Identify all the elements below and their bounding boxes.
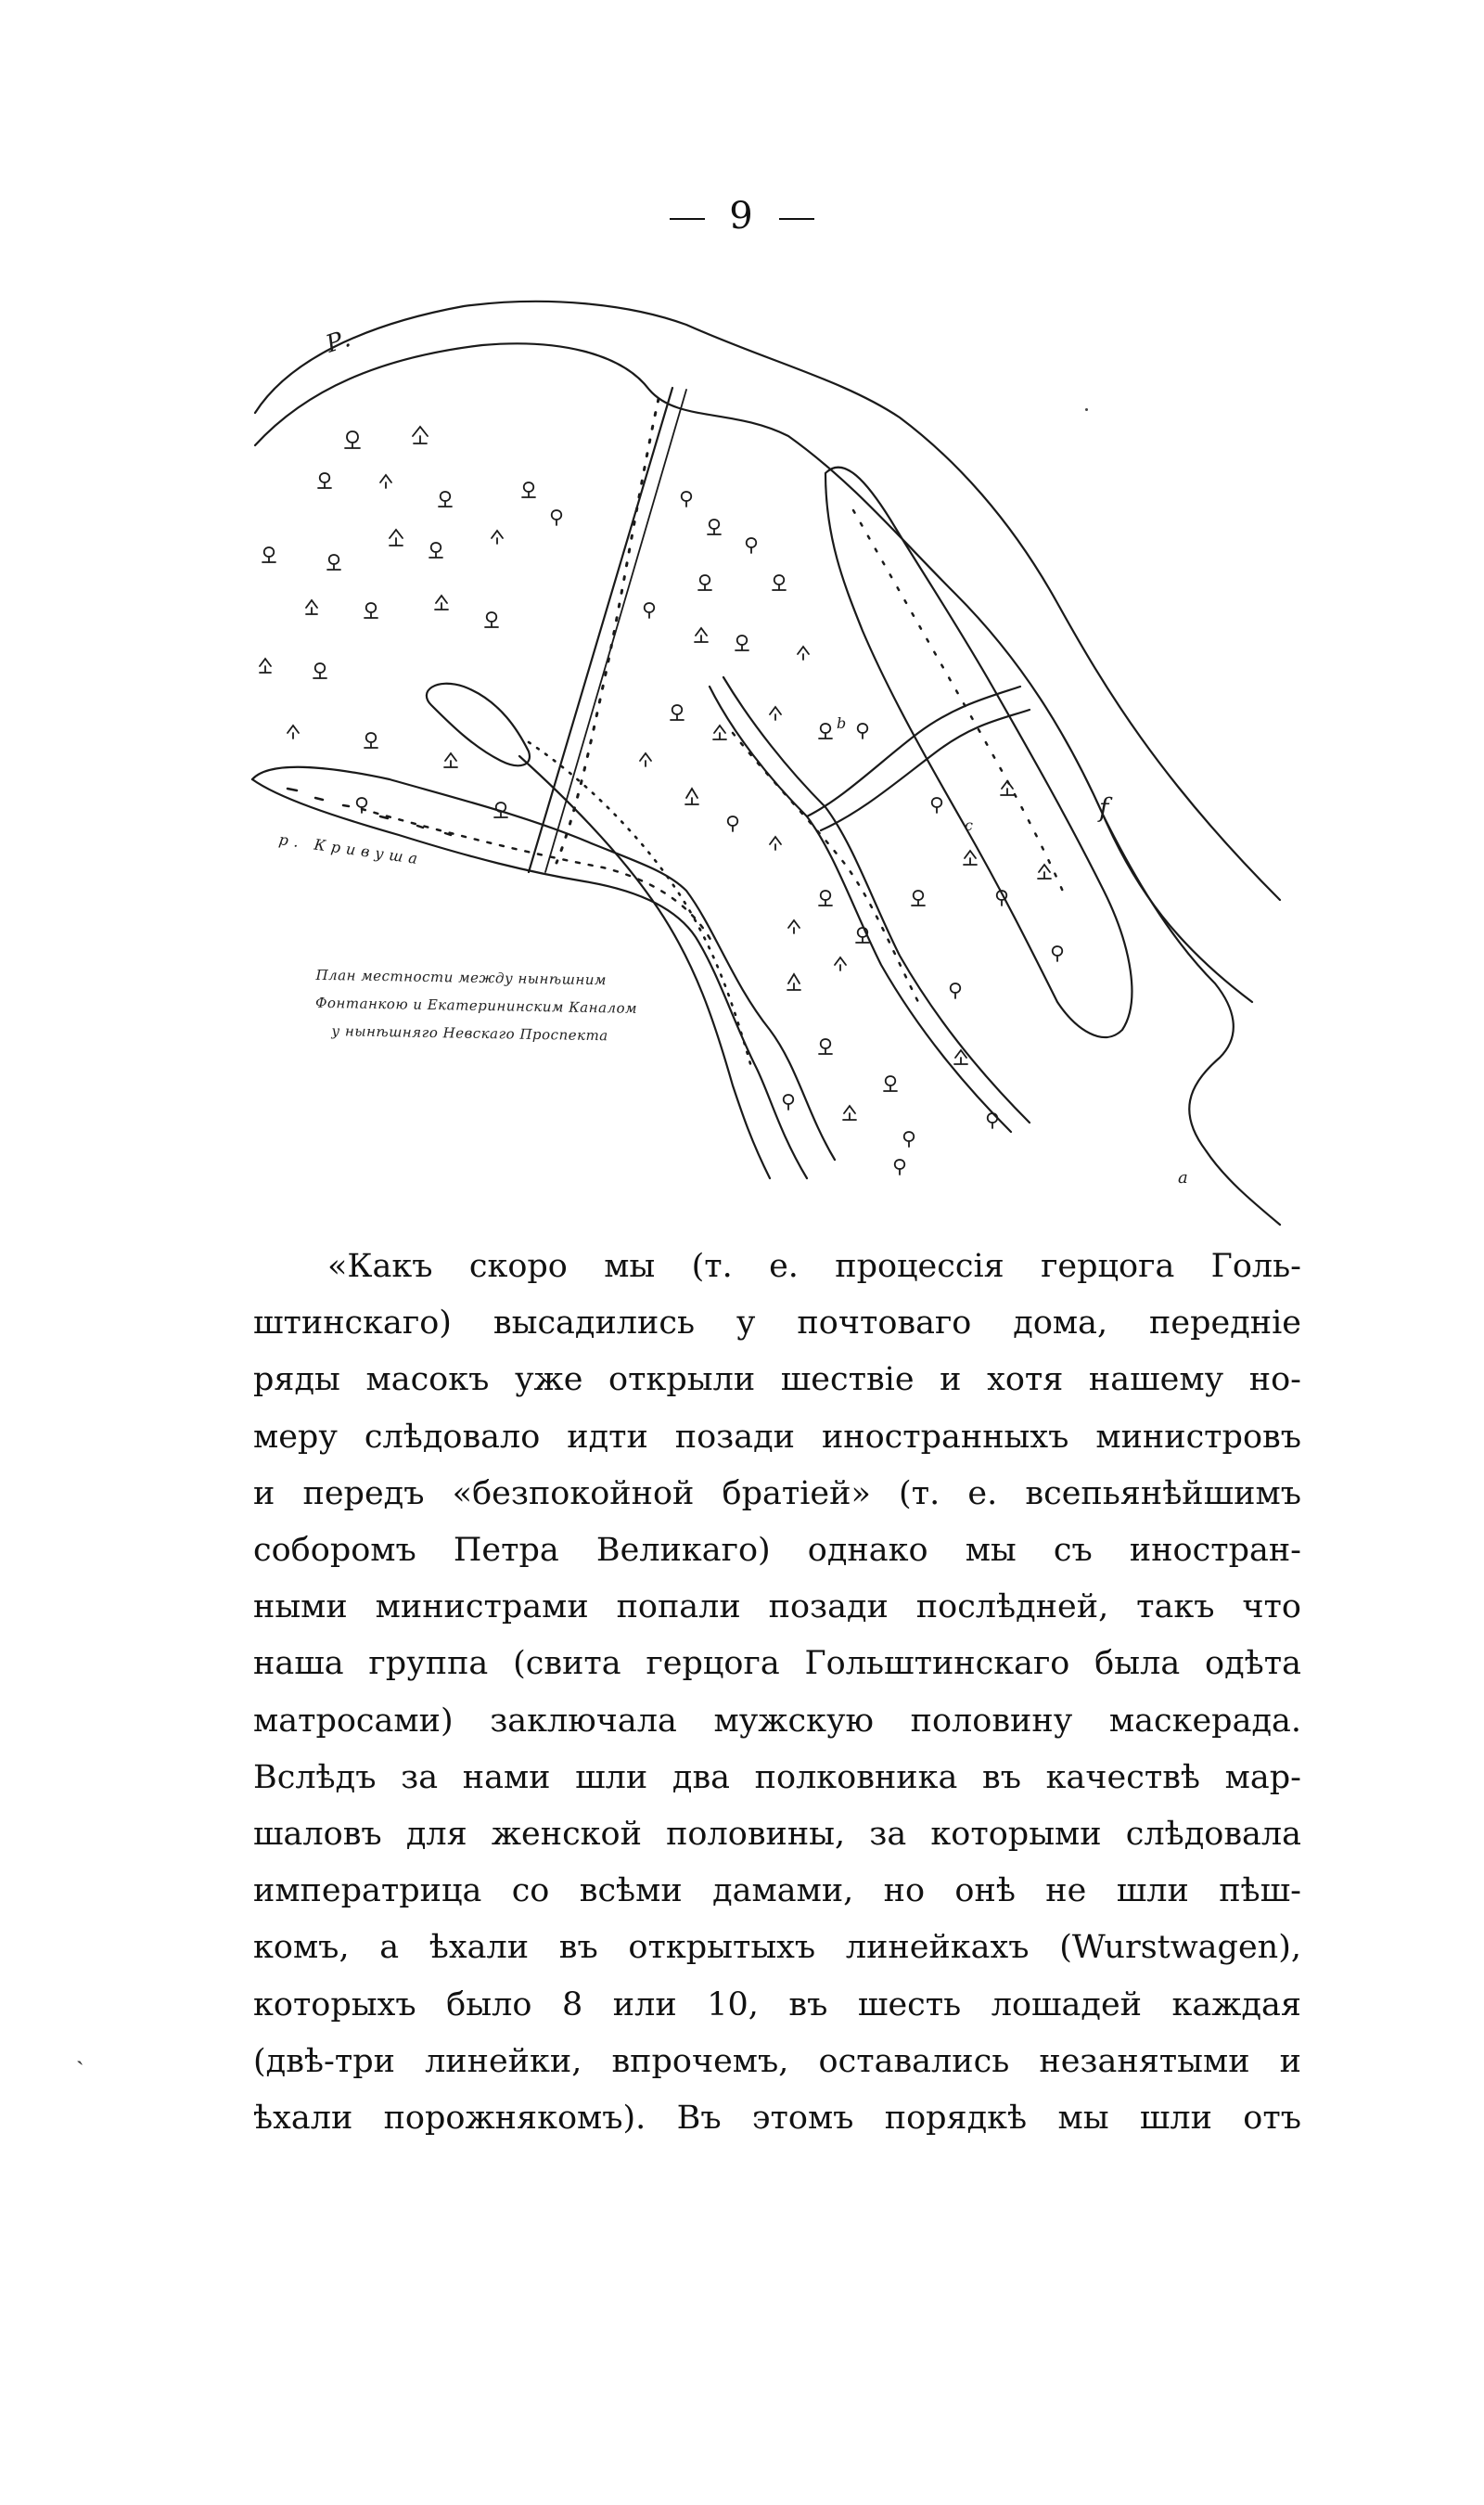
text-line: комъ, а ѣхали въ открытыхъ линейкахъ (Wurstwagen), xyxy=(253,1929,1301,1967)
text-line: ряды масокъ уже открыли шествіе и хотя нашему но- xyxy=(253,1361,1301,1399)
pond-outline xyxy=(427,684,530,765)
text-line: матросами) заключала мужскую половину маскерада. xyxy=(253,1702,1301,1740)
map-label-river-top: Р. xyxy=(322,325,354,359)
text-line: Вслѣдъ за нами шли два полковника въ качествѣ мар- xyxy=(253,1758,1301,1796)
map-label-right-river: f xyxy=(1099,792,1109,823)
map-caption-line-2: Фонтанкою и Екатерининским Каналом xyxy=(314,994,638,1017)
inner-lake-dots xyxy=(853,510,1067,900)
text-line: ными министрами попали позади послѣдней, такъ что xyxy=(253,1588,1301,1626)
river-bank-upper-outer xyxy=(255,302,1280,900)
stream-2-b xyxy=(723,677,1030,1123)
page-number-dash-left xyxy=(670,218,705,220)
map-figure xyxy=(250,297,1289,1229)
map-label-c: с xyxy=(965,816,973,834)
canal-marks xyxy=(288,789,451,835)
map-caption xyxy=(314,961,761,1052)
river-bank-upper-inner xyxy=(255,343,1252,1002)
page-number: 9 xyxy=(729,195,755,238)
text-line: ѣхали порожнякомъ). Въ этомъ порядкѣ мы шли отъ xyxy=(253,2100,1301,2138)
paper-speck xyxy=(1085,408,1088,411)
river-bank-right-lower xyxy=(1104,816,1280,1225)
map-label-b: b xyxy=(837,714,847,732)
page-number-header xyxy=(0,195,1484,238)
text-line: и передъ «безпокойной братіей» (т. е. всепьянѣйшимъ xyxy=(253,1474,1301,1512)
text-line: императрица со всѣми дамами, но онѣ не шли пѣш- xyxy=(253,1872,1301,1910)
tree-symbols xyxy=(260,427,1062,1175)
page-number-dash-right xyxy=(779,218,814,220)
inner-lake xyxy=(825,468,1132,1037)
text-line: штинскаго) высадились у почтоваго дома, переднiе xyxy=(253,1304,1301,1342)
map-label-canal-left: р. Кривуша xyxy=(277,830,425,868)
dotted-road xyxy=(556,399,659,863)
text-line: (двѣ-три линейки, впрочемъ, оставались незанятыми и xyxy=(253,2042,1301,2080)
branch-to-river xyxy=(807,687,1020,816)
body-text xyxy=(253,1239,1301,2147)
text-line: «Какъ скоро мы (т. е. процессія герцога Голь- xyxy=(327,1248,1301,1285)
text-line: меру слѣдовало идти позади иностранныхъ министровъ xyxy=(253,1418,1301,1456)
text-line: наша группа (свита герцога Гольштинскаго была одѣта xyxy=(253,1645,1301,1683)
text-line: которыхъ было 8 или 10, въ шесть лошадей каждая xyxy=(253,1985,1301,2023)
canal-dotted xyxy=(362,809,714,946)
text-line: соборомъ Петра Великаго) однако мы съ иностран- xyxy=(253,1532,1301,1570)
map-label-a: а xyxy=(1178,1168,1188,1188)
map-caption-line-3: у нынѣшняго Невскаго Проспекта xyxy=(331,1022,608,1045)
stream-2-dots xyxy=(733,733,918,1002)
text-line: шаловъ для женской половины, за которыми слѣдовала xyxy=(253,1816,1301,1854)
hand-drawn-map xyxy=(250,297,1289,1229)
stray-margin-mark: ˏ xyxy=(76,2038,84,2066)
map-caption-line-1: План местности между нынѣшним xyxy=(315,966,608,989)
